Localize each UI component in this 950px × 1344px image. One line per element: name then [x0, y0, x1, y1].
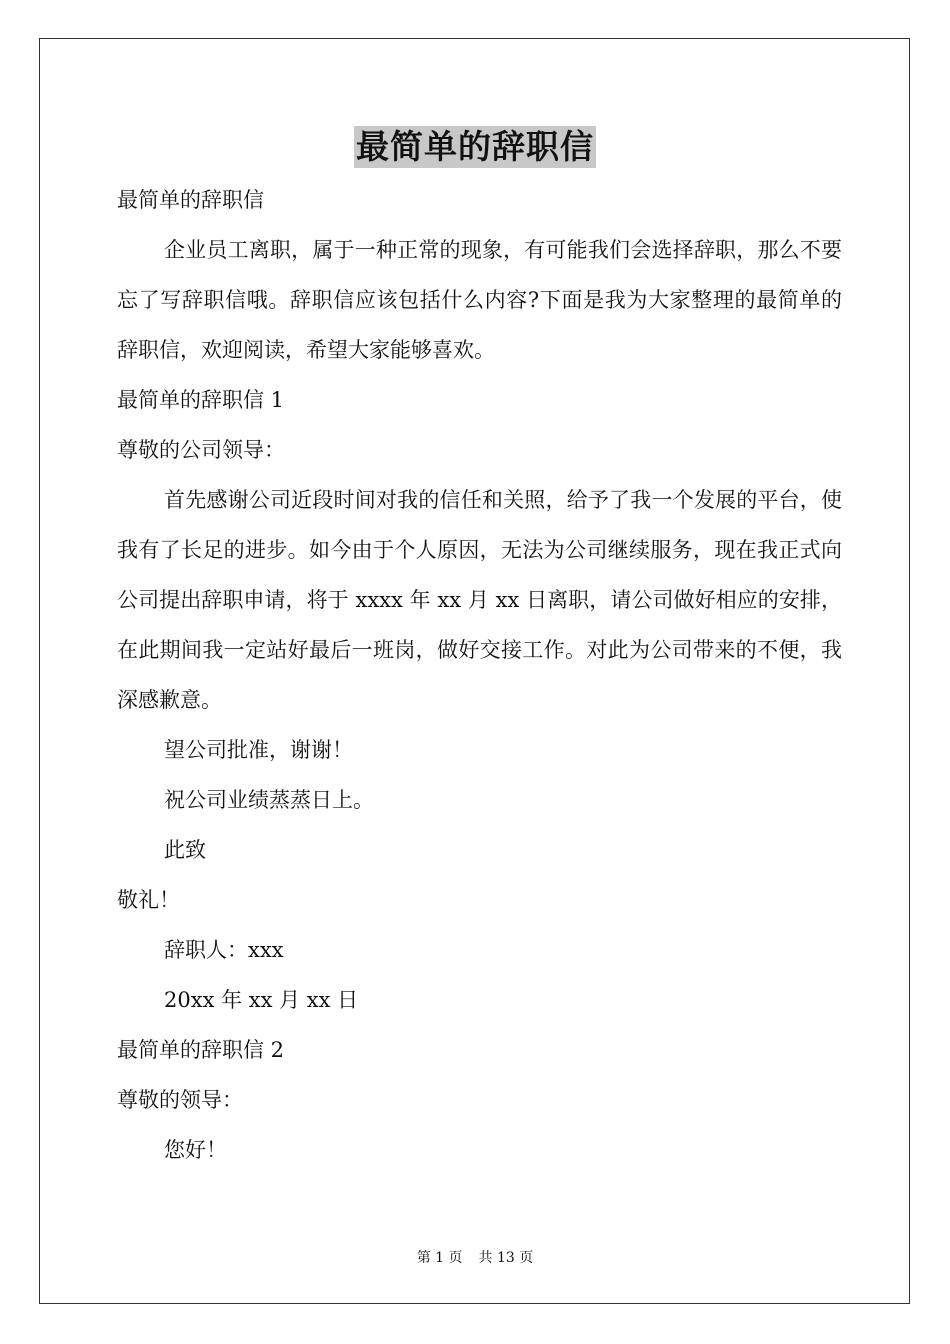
letter-1-date: 20xx 年 xx 月 xx 日 — [164, 988, 359, 1012]
document-body — [117, 175, 842, 1175]
letter-1-body: 首先感谢公司近段时间对我的信任和关照，给予了我一个发展的平台，使我有了长足的进步。如今由于个人原因，无法为公司继续服务，现在我正式向公司提出辞职申请，将于 xxxx 年 xx 月 xx 日离职，请公司做好相应的安排，在此期间我一定站好最后一班岗，做好交接工作。对此为公司带来的不便，我深感歉意。 — [117, 488, 842, 712]
letter-1-signature: 辞职人：xxx — [164, 938, 284, 962]
page-footer — [0, 1247, 950, 1267]
letter-1-salutation: 尊敬的公司领导： — [117, 438, 285, 462]
document-title: 最简单的辞职信 — [356, 127, 594, 166]
letter-1-regards: 敬礼！ — [117, 888, 180, 912]
letter-2-salutation: 尊敬的领导： — [117, 1088, 243, 1112]
letter-1-wish: 祝公司业绩蒸蒸日上。 — [164, 788, 374, 812]
letter-2-greeting: 您好！ — [164, 1138, 227, 1162]
intro-paragraph: 企业员工离职，属于一种正常的现象，有可能我们会选择辞职，那么不要忘了写辞职信哦。辞职信应该包括什么内容?下面是我为大家整理的最简单的辞职信，欢迎阅读，希望大家能够喜欢。 — [117, 238, 842, 362]
title-container — [0, 126, 950, 168]
letter-1-closing: 此致 — [164, 838, 206, 862]
letter-1-request: 望公司批准，谢谢！ — [164, 738, 353, 762]
letter-1-heading: 最简单的辞职信 1 — [117, 388, 285, 412]
letter-2-heading: 最简单的辞职信 2 — [117, 1038, 285, 1062]
subtitle-heading: 最简单的辞职信 — [117, 188, 264, 212]
page-number: 第 1 页 — [416, 1250, 463, 1266]
page-total: 共 13 页 — [478, 1250, 534, 1266]
